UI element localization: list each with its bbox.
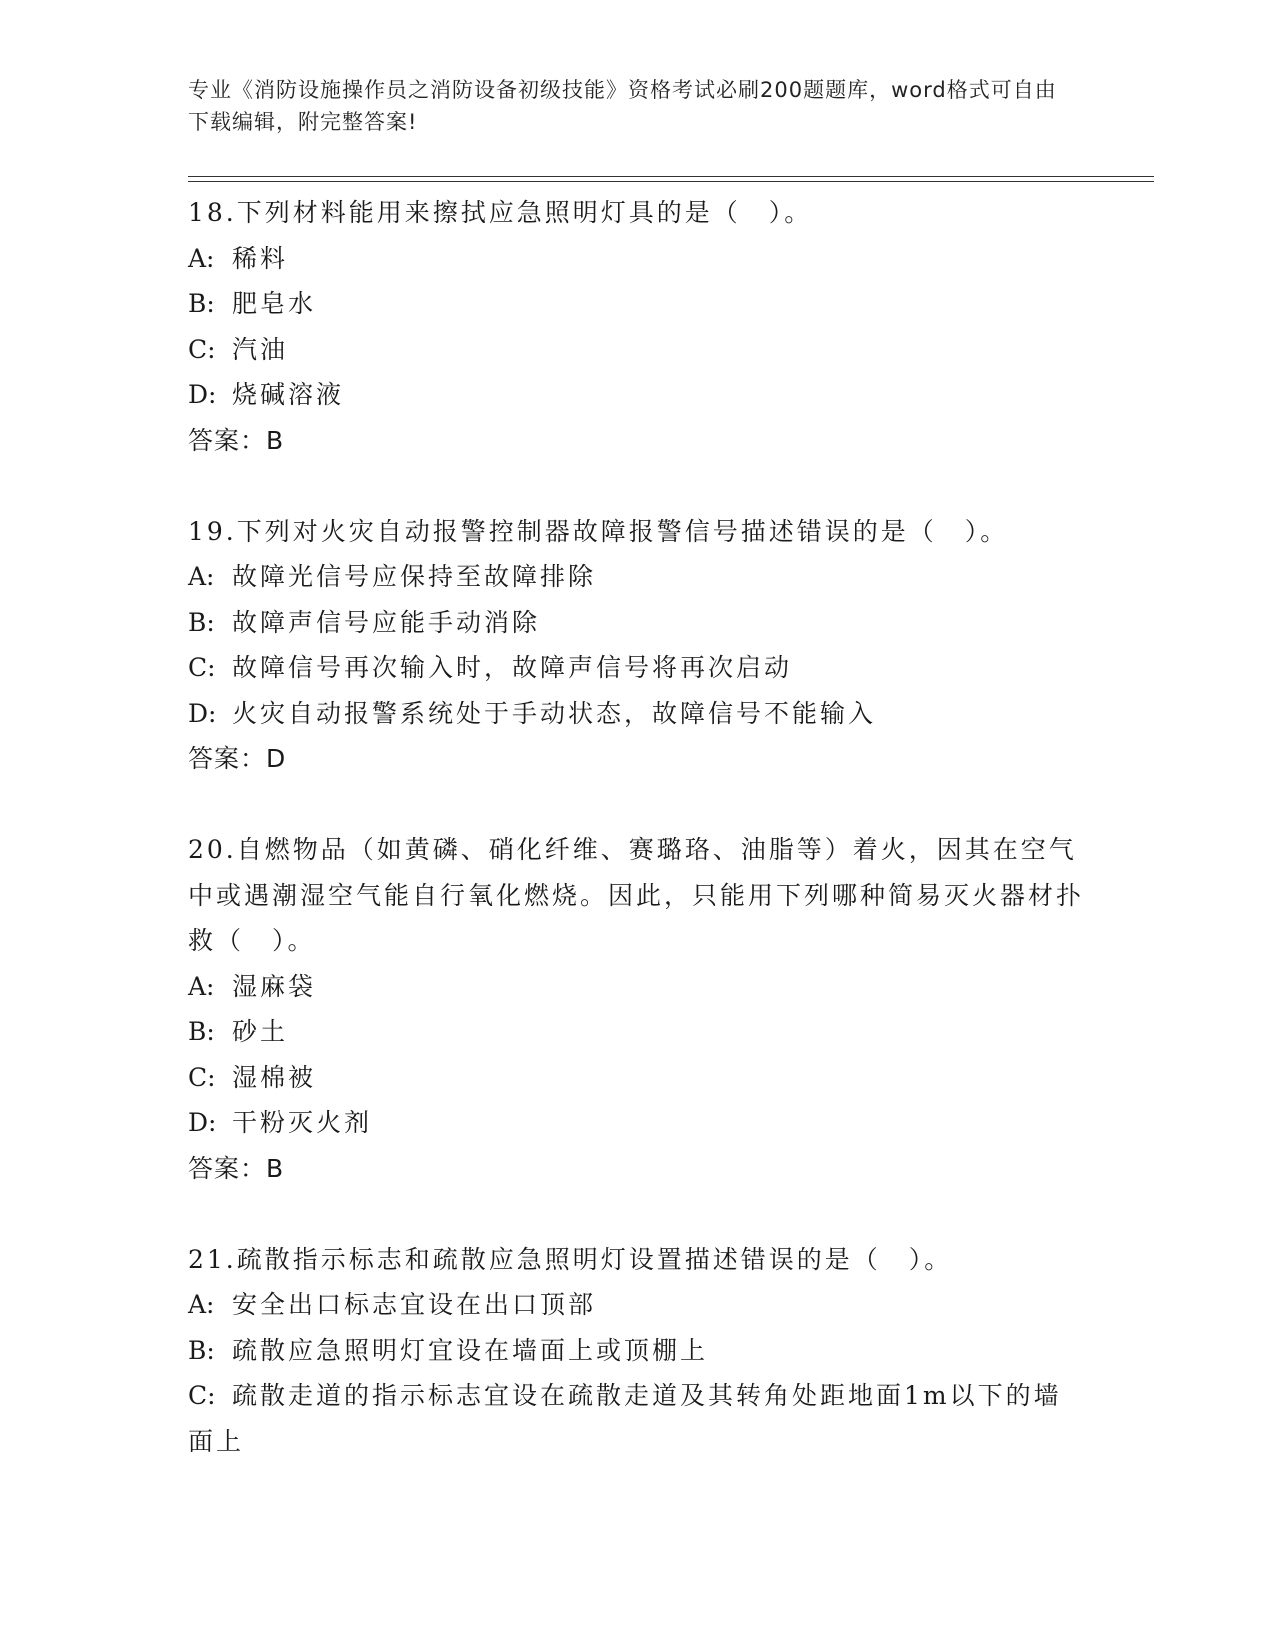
- option-text: 湿麻袋: [232, 971, 317, 1001]
- option-b: [188, 1328, 1088, 1374]
- option-key: B:: [188, 1335, 215, 1365]
- question-21: [188, 1237, 1088, 1465]
- option-text: 湿棉被: [232, 1062, 317, 1092]
- option-text: 故障信号再次输入时，故障声信号将再次启动: [232, 653, 793, 682]
- option-key: C:: [188, 334, 216, 364]
- option-key: D:: [188, 1108, 217, 1137]
- option-d: [188, 372, 1088, 418]
- option-text: 疏散应急照明灯宜设在墙面上或顶棚上: [232, 1335, 709, 1365]
- option-c: [188, 645, 1088, 691]
- option-key: A:: [188, 243, 215, 273]
- option-text: 砂土: [232, 1017, 289, 1046]
- question-list: [188, 190, 1088, 1464]
- option-key: A:: [188, 971, 215, 1001]
- option-text: 干粉灭火剂: [232, 1108, 373, 1137]
- question-stem: 20.自燃物品（如黄磷、硝化纤维、赛璐珞、油脂等）着火，因其在空气中或遇潮湿空气能自行氧化燃烧。因此，只能用下列哪种简易灭火器材扑救（ ）。: [188, 835, 1085, 955]
- option-text: 汽油: [232, 334, 289, 364]
- header-divider-bottom: [188, 181, 1154, 182]
- option-d: [188, 691, 1088, 737]
- answer-line: 答案：B: [188, 425, 285, 455]
- option-text: 稀料: [232, 243, 289, 273]
- option-d: [188, 1100, 1088, 1146]
- option-key: B:: [188, 607, 215, 637]
- option-a: [188, 964, 1088, 1010]
- document-header: 专业《消防设施操作员之消防设备初级技能》资格考试必刷200题题库，word格式可自由下载编辑，附完整答案!: [188, 78, 1057, 134]
- option-b: [188, 1009, 1088, 1055]
- header-divider-top: [188, 176, 1154, 177]
- question-stem: 21.疏散指示标志和疏散应急照明灯设置描述错误的是（ ）。: [188, 1244, 953, 1274]
- option-key: C:: [188, 653, 216, 682]
- option-key: C:: [188, 1062, 216, 1092]
- option-key: A:: [188, 562, 215, 591]
- option-b: [188, 281, 1088, 327]
- option-c: [188, 327, 1088, 373]
- answer-line: 答案：B: [188, 1153, 285, 1183]
- option-key: C:: [188, 1381, 216, 1410]
- question-19: [188, 509, 1088, 782]
- answer-line: 答案：D: [188, 744, 287, 773]
- option-key: A:: [188, 1290, 215, 1319]
- question-18: [188, 190, 1088, 463]
- question-stem: 18.下列材料能用来擦拭应急照明灯具的是（ ）。: [188, 198, 813, 227]
- option-text: 故障声信号应能手动消除: [232, 607, 541, 637]
- option-key: B:: [188, 1017, 215, 1046]
- question-20: [188, 827, 1088, 1191]
- question-stem: 19.下列对火灾自动报警控制器故障报警信号描述错误的是（ ）。: [188, 516, 1009, 546]
- option-text: 肥皂水: [232, 289, 317, 318]
- option-key: D:: [188, 698, 217, 728]
- option-a: [188, 554, 1088, 600]
- option-key: B:: [188, 289, 215, 318]
- option-text: 故障光信号应保持至故障排除: [232, 562, 597, 591]
- option-a: [188, 236, 1088, 282]
- option-b: [188, 600, 1088, 646]
- option-key: D:: [188, 380, 217, 409]
- option-text: 疏散走道的指示标志宜设在疏散走道及其转角处距地面1m以下的墙面上: [188, 1381, 1062, 1456]
- option-c: [188, 1373, 1088, 1464]
- option-text: 火灾自动报警系统处于手动状态，故障信号不能输入: [232, 698, 877, 728]
- option-c: [188, 1055, 1088, 1101]
- option-text: 安全出口标志宜设在出口顶部: [232, 1290, 597, 1319]
- option-a: [188, 1282, 1088, 1328]
- option-text: 烧碱溶液: [232, 380, 345, 409]
- spacer: [188, 782, 1088, 828]
- spacer: [188, 463, 1088, 509]
- spacer: [188, 1191, 1088, 1237]
